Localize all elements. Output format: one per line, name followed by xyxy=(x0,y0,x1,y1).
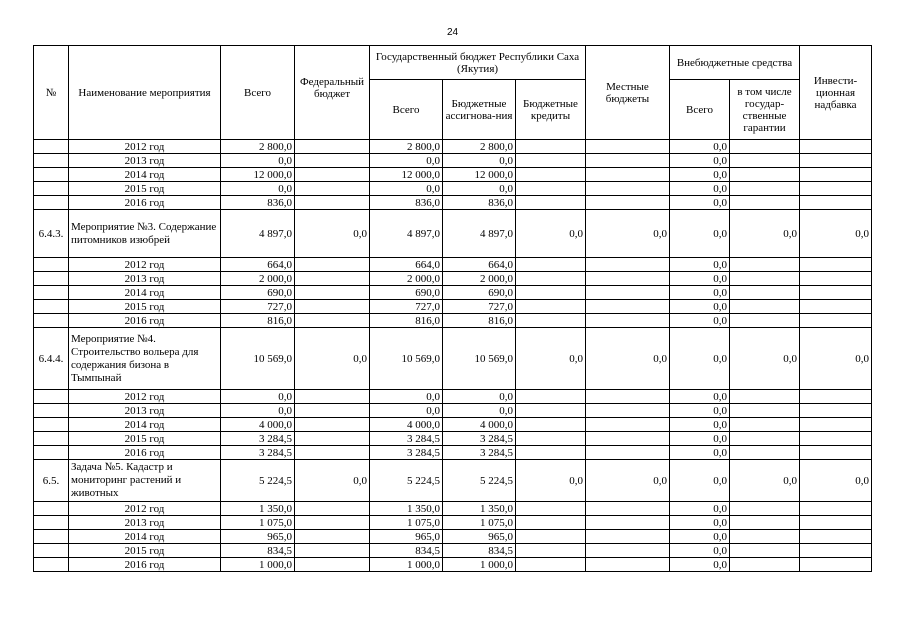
cell-total: 3 284,5 xyxy=(221,432,295,446)
cell-state-credits xyxy=(516,314,586,328)
cell-state-credits xyxy=(516,446,586,460)
cell-federal: 0,0 xyxy=(295,460,370,502)
header-state-budget: Государственный бюджет Республики Саха (Якутия) xyxy=(370,46,586,80)
cell-offbudget-guarantees: 0,0 xyxy=(730,328,800,390)
header-offbudget-guarantees: в том числе государ-ственные гарантии xyxy=(730,80,800,140)
cell-investment xyxy=(800,390,872,404)
cell-year-label: 2014 год xyxy=(69,168,221,182)
cell-state-allocations: 5 224,5 xyxy=(443,460,516,502)
cell-local xyxy=(586,544,670,558)
cell-total: 3 284,5 xyxy=(221,446,295,460)
cell-num xyxy=(34,530,69,544)
cell-investment xyxy=(800,272,872,286)
cell-year-label: 2014 год xyxy=(69,530,221,544)
cell-year-label: 2013 год xyxy=(69,154,221,168)
cell-offbudget-guarantees xyxy=(730,418,800,432)
cell-offbudget-total: 0,0 xyxy=(670,286,730,300)
cell-offbudget-total: 0,0 xyxy=(670,558,730,572)
cell-federal xyxy=(295,300,370,314)
cell-num xyxy=(34,502,69,516)
cell-state-credits xyxy=(516,300,586,314)
cell-offbudget-total: 0,0 xyxy=(670,258,730,272)
cell-offbudget-total: 0,0 xyxy=(670,196,730,210)
table-row-year xyxy=(34,140,872,154)
cell-offbudget-guarantees xyxy=(730,558,800,572)
table-row-year xyxy=(34,286,872,300)
cell-offbudget-guarantees: 0,0 xyxy=(730,460,800,502)
cell-offbudget-guarantees xyxy=(730,314,800,328)
cell-state-credits xyxy=(516,286,586,300)
cell-local xyxy=(586,404,670,418)
cell-state-total: 727,0 xyxy=(370,300,443,314)
cell-local xyxy=(586,272,670,286)
cell-state-allocations: 0,0 xyxy=(443,154,516,168)
cell-state-total: 5 224,5 xyxy=(370,460,443,502)
cell-total: 0,0 xyxy=(221,390,295,404)
cell-federal xyxy=(295,516,370,530)
header-num: № xyxy=(34,46,69,140)
cell-local xyxy=(586,432,670,446)
cell-federal: 0,0 xyxy=(295,210,370,258)
table-row-year xyxy=(34,502,872,516)
cell-num xyxy=(34,390,69,404)
cell-total: 664,0 xyxy=(221,258,295,272)
cell-local xyxy=(586,502,670,516)
cell-local xyxy=(586,196,670,210)
cell-state-credits xyxy=(516,404,586,418)
cell-state-total: 3 284,5 xyxy=(370,432,443,446)
cell-year-label: 2016 год xyxy=(69,196,221,210)
cell-total: 965,0 xyxy=(221,530,295,544)
cell-num xyxy=(34,558,69,572)
cell-federal: 0,0 xyxy=(295,328,370,390)
cell-local xyxy=(586,286,670,300)
cell-investment xyxy=(800,196,872,210)
cell-state-total: 2 800,0 xyxy=(370,140,443,154)
cell-state-credits xyxy=(516,502,586,516)
cell-investment xyxy=(800,516,872,530)
cell-state-credits xyxy=(516,418,586,432)
cell-local: 0,0 xyxy=(586,210,670,258)
cell-investment xyxy=(800,300,872,314)
cell-num xyxy=(34,272,69,286)
cell-state-total: 664,0 xyxy=(370,258,443,272)
cell-offbudget-total: 0,0 xyxy=(670,516,730,530)
cell-local xyxy=(586,258,670,272)
cell-state-allocations: 834,5 xyxy=(443,544,516,558)
cell-state-total: 4 897,0 xyxy=(370,210,443,258)
cell-num xyxy=(34,544,69,558)
cell-state-allocations: 2 000,0 xyxy=(443,272,516,286)
cell-offbudget-guarantees xyxy=(730,286,800,300)
cell-total: 834,5 xyxy=(221,544,295,558)
cell-total: 727,0 xyxy=(221,300,295,314)
cell-local xyxy=(586,300,670,314)
cell-offbudget-total: 0,0 xyxy=(670,300,730,314)
cell-state-credits xyxy=(516,432,586,446)
cell-state-total: 0,0 xyxy=(370,404,443,418)
cell-num xyxy=(34,516,69,530)
header-federal: Федеральный бюджет xyxy=(295,46,370,140)
cell-state-allocations: 727,0 xyxy=(443,300,516,314)
cell-num xyxy=(34,182,69,196)
cell-state-credits: 0,0 xyxy=(516,460,586,502)
cell-offbudget-guarantees xyxy=(730,168,800,182)
cell-state-credits xyxy=(516,544,586,558)
table-row-year xyxy=(34,182,872,196)
cell-offbudget-guarantees xyxy=(730,300,800,314)
cell-investment xyxy=(800,544,872,558)
cell-local xyxy=(586,446,670,460)
cell-state-total: 0,0 xyxy=(370,154,443,168)
cell-local xyxy=(586,516,670,530)
cell-year-label: 2016 год xyxy=(69,558,221,572)
cell-offbudget-total: 0,0 xyxy=(670,404,730,418)
table-header xyxy=(34,46,872,140)
cell-offbudget-guarantees: 0,0 xyxy=(730,210,800,258)
cell-investment: 0,0 xyxy=(800,328,872,390)
cell-state-allocations: 4 897,0 xyxy=(443,210,516,258)
cell-federal xyxy=(295,182,370,196)
cell-federal xyxy=(295,272,370,286)
cell-state-total: 2 000,0 xyxy=(370,272,443,286)
cell-state-credits: 0,0 xyxy=(516,328,586,390)
table-row-year xyxy=(34,404,872,418)
cell-state-allocations: 2 800,0 xyxy=(443,140,516,154)
cell-total: 4 000,0 xyxy=(221,418,295,432)
cell-investment xyxy=(800,314,872,328)
cell-state-total: 3 284,5 xyxy=(370,446,443,460)
cell-total: 1 350,0 xyxy=(221,502,295,516)
table-row-year xyxy=(34,516,872,530)
cell-federal xyxy=(295,258,370,272)
table-row-year xyxy=(34,168,872,182)
cell-offbudget-guarantees xyxy=(730,446,800,460)
cell-num xyxy=(34,258,69,272)
cell-offbudget-guarantees xyxy=(730,258,800,272)
cell-offbudget-total: 0,0 xyxy=(670,446,730,460)
table-row-year xyxy=(34,530,872,544)
table-row-year xyxy=(34,154,872,168)
cell-offbudget-total: 0,0 xyxy=(670,328,730,390)
cell-offbudget-guarantees xyxy=(730,196,800,210)
cell-offbudget-total: 0,0 xyxy=(670,168,730,182)
cell-federal xyxy=(295,286,370,300)
cell-year-label: 2012 год xyxy=(69,140,221,154)
cell-federal xyxy=(295,140,370,154)
cell-state-total: 816,0 xyxy=(370,314,443,328)
cell-local xyxy=(586,154,670,168)
table-row-year xyxy=(34,196,872,210)
header-investment: Инвести-ционная надбавка xyxy=(800,46,872,140)
cell-federal xyxy=(295,314,370,328)
cell-total: 2 800,0 xyxy=(221,140,295,154)
cell-state-total: 0,0 xyxy=(370,390,443,404)
cell-local xyxy=(586,390,670,404)
cell-local: 0,0 xyxy=(586,460,670,502)
cell-total: 0,0 xyxy=(221,182,295,196)
cell-measure-name: Мероприятие №4. Строительство вольера для содержания бизона в Тымпынай xyxy=(69,328,221,390)
cell-offbudget-total: 0,0 xyxy=(670,314,730,328)
cell-state-credits xyxy=(516,390,586,404)
cell-offbudget-guarantees xyxy=(730,502,800,516)
header-offbudget: Внебюджетные средства xyxy=(670,46,800,80)
cell-investment xyxy=(800,502,872,516)
cell-num xyxy=(34,140,69,154)
cell-local xyxy=(586,558,670,572)
cell-total: 10 569,0 xyxy=(221,328,295,390)
cell-state-allocations: 664,0 xyxy=(443,258,516,272)
cell-total: 0,0 xyxy=(221,154,295,168)
cell-state-allocations: 12 000,0 xyxy=(443,168,516,182)
cell-state-allocations: 1 000,0 xyxy=(443,558,516,572)
cell-year-label: 2012 год xyxy=(69,258,221,272)
cell-year-label: 2015 год xyxy=(69,544,221,558)
cell-offbudget-total: 0,0 xyxy=(670,390,730,404)
cell-state-total: 965,0 xyxy=(370,530,443,544)
cell-state-total: 1 350,0 xyxy=(370,502,443,516)
cell-num xyxy=(34,154,69,168)
cell-state-allocations: 3 284,5 xyxy=(443,446,516,460)
cell-offbudget-guarantees xyxy=(730,544,800,558)
table-body xyxy=(34,140,872,572)
cell-offbudget-total: 0,0 xyxy=(670,272,730,286)
cell-federal xyxy=(295,502,370,516)
cell-measure-name: Задача №5. Кадастр и мониторинг растений и животных xyxy=(69,460,221,502)
cell-federal xyxy=(295,544,370,558)
cell-state-credits xyxy=(516,182,586,196)
cell-year-label: 2016 год xyxy=(69,314,221,328)
table-row-year xyxy=(34,272,872,286)
cell-investment xyxy=(800,558,872,572)
cell-year-label: 2012 год xyxy=(69,390,221,404)
table-row-year xyxy=(34,300,872,314)
budget-table xyxy=(33,45,872,572)
cell-state-total: 4 000,0 xyxy=(370,418,443,432)
cell-federal xyxy=(295,390,370,404)
cell-federal xyxy=(295,168,370,182)
cell-year-label: 2016 год xyxy=(69,446,221,460)
cell-state-allocations: 836,0 xyxy=(443,196,516,210)
cell-investment xyxy=(800,446,872,460)
cell-num xyxy=(34,300,69,314)
cell-offbudget-total: 0,0 xyxy=(670,530,730,544)
cell-offbudget-total: 0,0 xyxy=(670,502,730,516)
cell-investment xyxy=(800,258,872,272)
cell-offbudget-total: 0,0 xyxy=(670,154,730,168)
header-state-allocations: Бюджетные ассигнова-ния xyxy=(443,80,516,140)
cell-investment xyxy=(800,530,872,544)
cell-investment xyxy=(800,140,872,154)
cell-state-allocations: 10 569,0 xyxy=(443,328,516,390)
cell-year-label: 2013 год xyxy=(69,404,221,418)
cell-total: 12 000,0 xyxy=(221,168,295,182)
cell-state-total: 836,0 xyxy=(370,196,443,210)
cell-year-label: 2015 год xyxy=(69,300,221,314)
cell-total: 5 224,5 xyxy=(221,460,295,502)
cell-federal xyxy=(295,432,370,446)
cell-state-allocations: 0,0 xyxy=(443,390,516,404)
cell-num xyxy=(34,196,69,210)
table-row-year xyxy=(34,432,872,446)
cell-num xyxy=(34,432,69,446)
cell-state-allocations: 0,0 xyxy=(443,404,516,418)
cell-local xyxy=(586,182,670,196)
cell-state-total: 12 000,0 xyxy=(370,168,443,182)
cell-offbudget-guarantees xyxy=(730,154,800,168)
cell-measure-name: Мероприятие №3. Содержание питомников изюбрей xyxy=(69,210,221,258)
header-state-credits: Бюджетные кредиты xyxy=(516,80,586,140)
cell-total: 2 000,0 xyxy=(221,272,295,286)
cell-state-credits xyxy=(516,530,586,544)
cell-federal xyxy=(295,404,370,418)
cell-state-credits xyxy=(516,196,586,210)
cell-state-total: 10 569,0 xyxy=(370,328,443,390)
cell-offbudget-guarantees xyxy=(730,182,800,196)
cell-state-allocations: 3 284,5 xyxy=(443,432,516,446)
cell-investment xyxy=(800,168,872,182)
page-number: 24 xyxy=(446,27,459,38)
cell-total: 1 075,0 xyxy=(221,516,295,530)
cell-year-label: 2014 год xyxy=(69,286,221,300)
cell-federal xyxy=(295,530,370,544)
cell-state-credits xyxy=(516,154,586,168)
table-row-year xyxy=(34,314,872,328)
cell-state-credits xyxy=(516,168,586,182)
cell-year-label: 2012 год xyxy=(69,502,221,516)
cell-total: 690,0 xyxy=(221,286,295,300)
cell-offbudget-total: 0,0 xyxy=(670,544,730,558)
cell-total: 816,0 xyxy=(221,314,295,328)
header-local: Местные бюджеты xyxy=(586,46,670,140)
cell-state-total: 1 075,0 xyxy=(370,516,443,530)
table-row-year xyxy=(34,544,872,558)
cell-offbudget-total: 0,0 xyxy=(670,140,730,154)
cell-offbudget-guarantees xyxy=(730,530,800,544)
table-row-year xyxy=(34,558,872,572)
cell-offbudget-total: 0,0 xyxy=(670,432,730,446)
cell-year-label: 2013 год xyxy=(69,272,221,286)
cell-state-credits xyxy=(516,558,586,572)
cell-investment xyxy=(800,286,872,300)
header-offbudget-total: Всего xyxy=(670,80,730,140)
cell-year-label: 2013 год xyxy=(69,516,221,530)
cell-offbudget-guarantees xyxy=(730,140,800,154)
cell-year-label: 2015 год xyxy=(69,432,221,446)
cell-offbudget-total: 0,0 xyxy=(670,182,730,196)
cell-num xyxy=(34,404,69,418)
table-row-year xyxy=(34,390,872,404)
table-row-year xyxy=(34,446,872,460)
cell-offbudget-total: 0,0 xyxy=(670,418,730,432)
cell-local xyxy=(586,168,670,182)
cell-total: 0,0 xyxy=(221,404,295,418)
cell-num xyxy=(34,286,69,300)
cell-offbudget-guarantees xyxy=(730,432,800,446)
header-total: Всего xyxy=(221,46,295,140)
cell-state-allocations: 0,0 xyxy=(443,182,516,196)
table-row-year xyxy=(34,418,872,432)
table-row-year xyxy=(34,258,872,272)
cell-investment xyxy=(800,418,872,432)
cell-state-total: 690,0 xyxy=(370,286,443,300)
cell-offbudget-total: 0,0 xyxy=(670,210,730,258)
table-row-measure xyxy=(34,460,872,502)
cell-num xyxy=(34,446,69,460)
cell-offbudget-guarantees xyxy=(730,516,800,530)
cell-investment xyxy=(800,404,872,418)
cell-num xyxy=(34,418,69,432)
cell-state-credits xyxy=(516,272,586,286)
cell-num xyxy=(34,314,69,328)
header-state-total: Всего xyxy=(370,80,443,140)
cell-state-allocations: 1 075,0 xyxy=(443,516,516,530)
cell-state-credits xyxy=(516,258,586,272)
cell-total: 836,0 xyxy=(221,196,295,210)
cell-state-allocations: 4 000,0 xyxy=(443,418,516,432)
cell-code: 6.4.4. xyxy=(34,328,69,390)
cell-code: 6.4.3. xyxy=(34,210,69,258)
cell-state-total: 1 000,0 xyxy=(370,558,443,572)
cell-local xyxy=(586,530,670,544)
header-name: Наименование мероприятия xyxy=(69,46,221,140)
cell-state-allocations: 965,0 xyxy=(443,530,516,544)
cell-federal xyxy=(295,196,370,210)
cell-offbudget-total: 0,0 xyxy=(670,460,730,502)
cell-num xyxy=(34,168,69,182)
cell-state-allocations: 1 350,0 xyxy=(443,502,516,516)
cell-total: 1 000,0 xyxy=(221,558,295,572)
cell-investment: 0,0 xyxy=(800,460,872,502)
cell-investment: 0,0 xyxy=(800,210,872,258)
cell-local xyxy=(586,314,670,328)
cell-state-total: 834,5 xyxy=(370,544,443,558)
cell-state-allocations: 690,0 xyxy=(443,286,516,300)
cell-state-credits: 0,0 xyxy=(516,210,586,258)
cell-offbudget-guarantees xyxy=(730,272,800,286)
cell-total: 4 897,0 xyxy=(221,210,295,258)
cell-code: 6.5. xyxy=(34,460,69,502)
cell-federal xyxy=(295,558,370,572)
cell-local: 0,0 xyxy=(586,328,670,390)
table-row-measure xyxy=(34,210,872,258)
cell-state-total: 0,0 xyxy=(370,182,443,196)
cell-state-credits xyxy=(516,140,586,154)
table-row-measure xyxy=(34,328,872,390)
cell-local xyxy=(586,418,670,432)
cell-investment xyxy=(800,154,872,168)
cell-year-label: 2014 год xyxy=(69,418,221,432)
cell-federal xyxy=(295,154,370,168)
cell-investment xyxy=(800,432,872,446)
cell-federal xyxy=(295,418,370,432)
cell-offbudget-guarantees xyxy=(730,404,800,418)
cell-state-credits xyxy=(516,516,586,530)
cell-federal xyxy=(295,446,370,460)
cell-local xyxy=(586,140,670,154)
cell-offbudget-guarantees xyxy=(730,390,800,404)
cell-year-label: 2015 год xyxy=(69,182,221,196)
cell-investment xyxy=(800,182,872,196)
cell-state-allocations: 816,0 xyxy=(443,314,516,328)
